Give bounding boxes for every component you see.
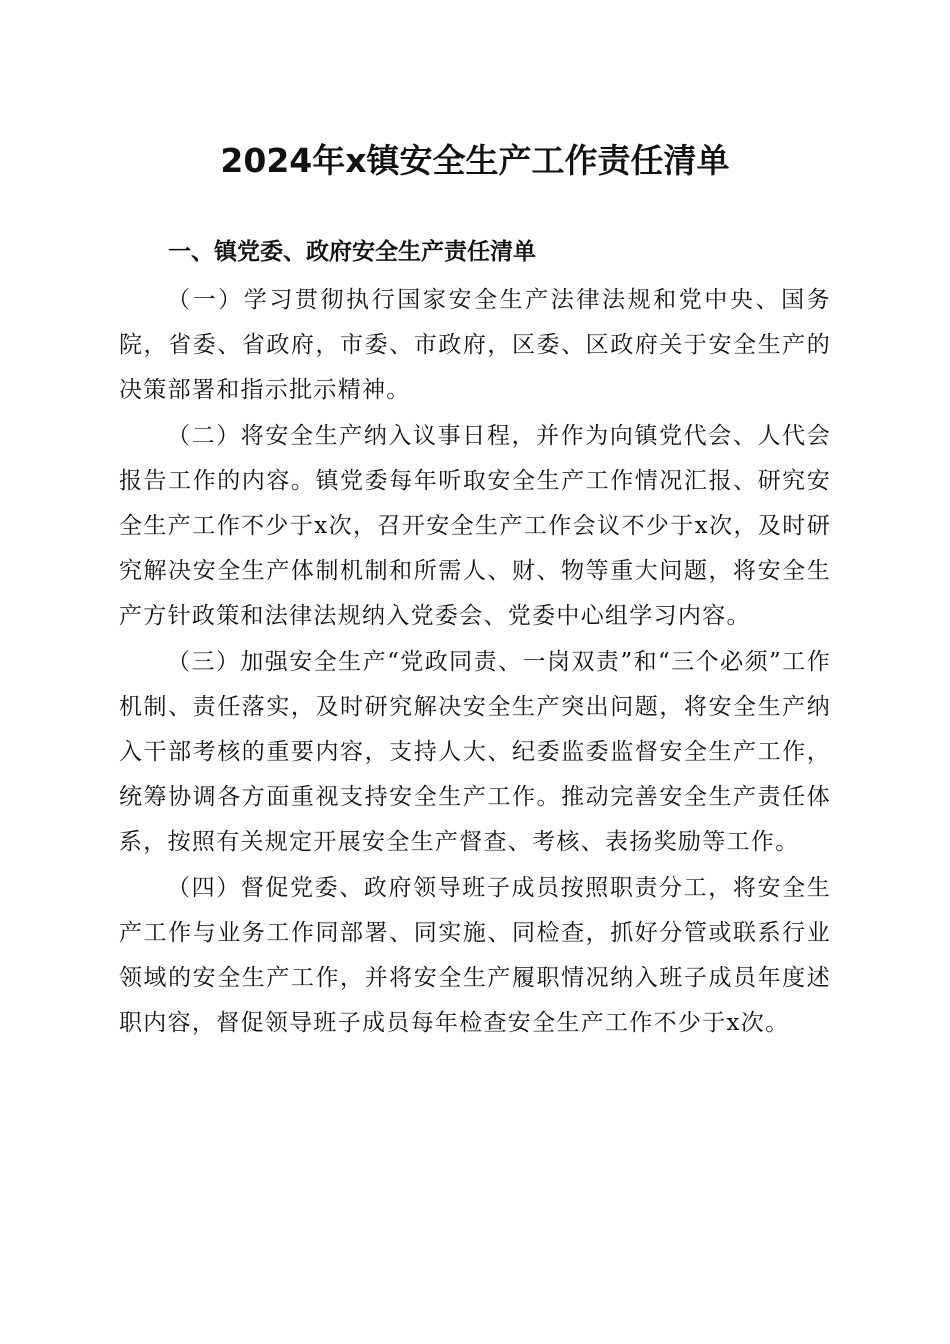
paragraph-4: （四）督促党委、政府领导班子成员按照职责分工，将安全生产工作与业务工作同部署、同实施、同检查，抓好分管或联系行业领域的安全生产工作，并将安全生产履职情况纳入班子成员年度述职内容，督促领导班子成员每年检查安全生产工作不少于x次。 [119, 874, 831, 1037]
paragraph-3: （三）加强安全生产“党政同责、一岗双责”和“三个必须”工作机制、责任落实，及时研究解决安全生产突出问题，将安全生产纳入干部考核的重要内容，支持人大、纪委监委监督安全生产工作，统筹协调各方面重视支持安全生产工作。推动完善安全生产责任体系，按照有关规定开展安全生产督查、考核、表扬奖励等工作。 [119, 648, 831, 856]
document-title: 2024年x镇安全生产工作责任清单 [220, 141, 730, 180]
section-heading: 一、镇党委、政府安全生产责任清单 [168, 239, 536, 265]
paragraph-2: （二）将安全生产纳入议事日程，并作为向镇党代会、人代会报告工作的内容。镇党委每年听取安全生产工作情况汇报、研究安全生产工作不少于x次，召开安全生产工作会议不少于x次，及时研究解决安全生产体制机制和所需人、财、物等重大问题，将安全生产方针政策和法律法规纳入党委会、党委中心组学习内容。 [119, 422, 831, 630]
paragraph-1: （一）学习贯彻执行国家安全生产法律法规和党中央、国务院，省委、省政府，市委、市政府，区委、区政府关于安全生产的决策部署和指示批示精神。 [119, 287, 831, 404]
document-body [119, 278, 831, 1046]
